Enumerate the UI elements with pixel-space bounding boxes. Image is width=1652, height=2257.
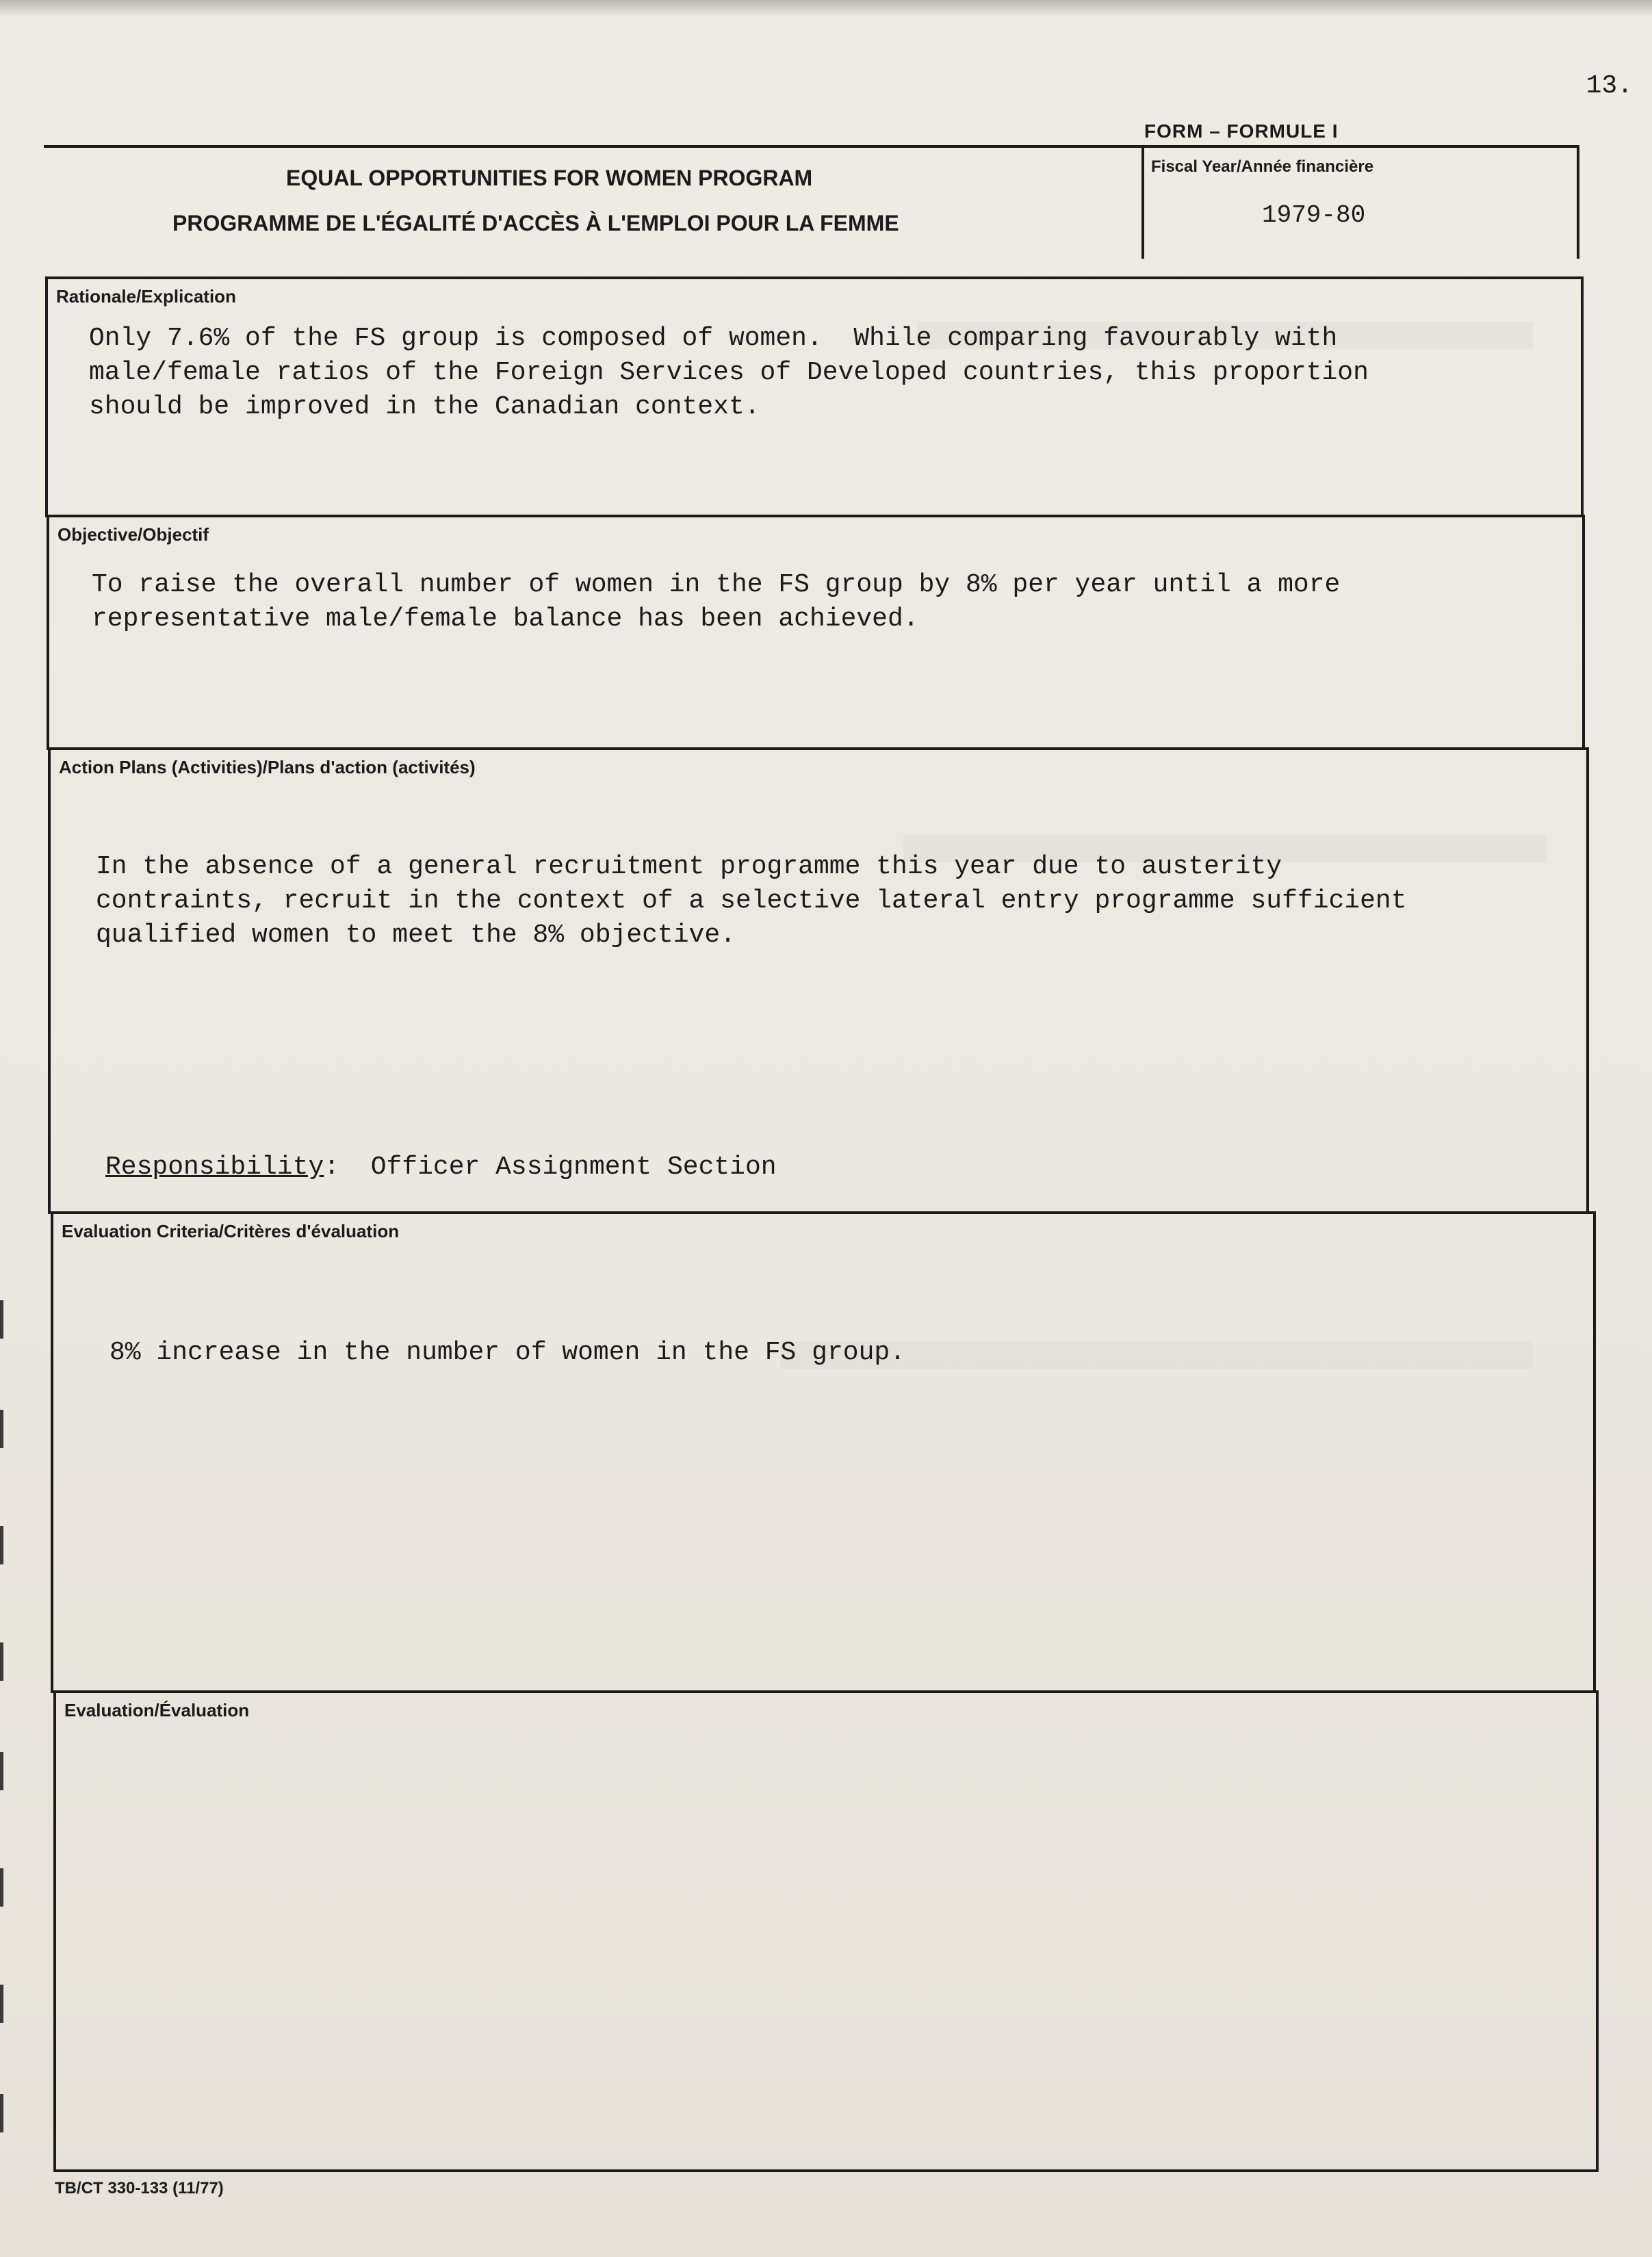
page-edge-shadow [0, 0, 1652, 18]
objective-text: To raise the overall number of women in the FS group by 8% per year until a more representative male/female balance has been achieved. [92, 570, 1341, 634]
program-title-fr: PROGRAMME DE L'ÉGALITÉ D'ACCÈS À L'EMPLOI POUR LA FEMME [172, 211, 899, 235]
page-number: 13. [1586, 71, 1633, 101]
fiscal-year-box [1141, 145, 1579, 259]
rationale-section [45, 276, 1584, 517]
evaluation-criteria-text: 8% increase in the number of women in the FS group. [109, 1338, 905, 1367]
evaluation-criteria-label: Evaluation Criteria/Critères d'évaluation [62, 1221, 400, 1241]
form-code: TB/CT 330-133 (11/77) [55, 2179, 224, 2197]
evaluation-section [53, 1690, 1599, 2172]
responsibility-label: Responsibility [105, 1152, 324, 1182]
responsibility-value: Officer Assignment Section [370, 1152, 777, 1182]
action-plans-label: Action Plans (Activities)/Plans d'action (activités) [59, 757, 476, 777]
fiscal-year-label: Fiscal Year/Année financière [1151, 157, 1374, 176]
action-plans-section [48, 747, 1589, 1214]
objective-section [47, 515, 1585, 750]
objective-label: Objective/Objectif [57, 524, 209, 545]
action-plans-text: In the absence of a general recruitment programme this year due to austerity contraints, recruit in the context of a selective lateral entry programme sufficient qualified women to meet the 8% objective. [96, 852, 1407, 950]
form-label: FORM – FORMULE I [1144, 120, 1339, 142]
program-title-en: EQUAL OPPORTUNITIES FOR WOMEN PROGRAM [286, 166, 813, 190]
evaluation-criteria-section [51, 1211, 1596, 1693]
fiscal-year-value: 1979-80 [1262, 201, 1366, 229]
evaluation-label: Evaluation/Évaluation [64, 1700, 250, 1720]
responsibility-line: Responsibility: Officer Assignment Section [105, 1152, 777, 1182]
rationale-text: Only 7.6% of the FS group is composed of women. While comparing favourably with male/female ratios of the Foreign Services of Developed countries, this proportion should be improved in the Canadian context. [89, 324, 1369, 422]
header-box [44, 145, 1141, 261]
rationale-label: Rationale/Explication [56, 286, 236, 307]
binding-holes [0, 1300, 4, 2190]
